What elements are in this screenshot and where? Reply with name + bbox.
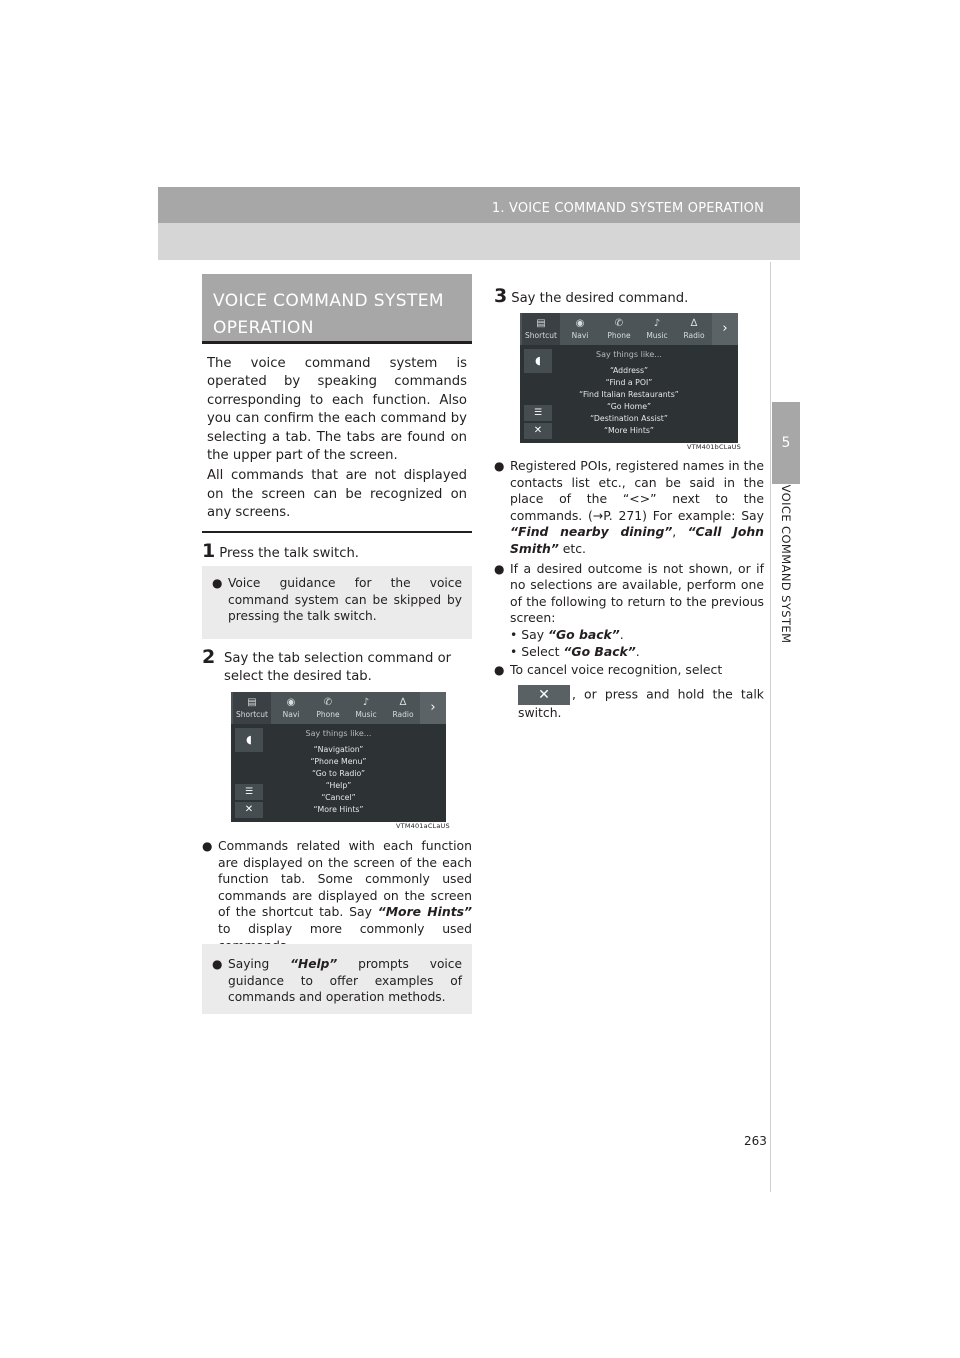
section-title-line1: VOICE COMMAND SYSTEM — [213, 291, 444, 311]
shortcut-icon: ▤ — [247, 697, 257, 708]
sub-item-say-go-back: • Say “Go back”. — [510, 626, 624, 642]
list-icon[interactable]: ☰ — [524, 405, 552, 421]
tab-phone[interactable]: ✆ Phone — [309, 692, 347, 724]
step-1 — [202, 542, 359, 563]
tab-radio[interactable]: ∆ Radio — [385, 692, 421, 724]
phone-icon: ✆ — [323, 697, 333, 708]
hint-4: “Help” — [325, 781, 352, 790]
hint-3: “Go to Radio” — [311, 769, 366, 778]
tab-music[interactable]: ♪ Music — [347, 692, 385, 724]
note-1-text: ● Voice guidance for the voice command system can be skipped by pressing the talk switch. — [212, 575, 462, 625]
step-number: 2 — [202, 646, 216, 668]
tab-shortcut[interactable]: ▤ Shortcut — [522, 313, 560, 345]
shortcut-icon: ▤ — [536, 318, 546, 329]
sub-item-select-go-back: • Select “Go Back”. — [510, 643, 640, 659]
figure-caption-1: VTM401aCLaUS — [393, 822, 453, 830]
phone-icon: ✆ — [614, 318, 624, 329]
note-box-2 — [202, 944, 472, 1014]
music-icon: ♪ — [653, 318, 661, 329]
figure-caption-2: VTM401bCLaUS — [684, 443, 744, 451]
section-title — [202, 274, 472, 342]
close-icon[interactable]: ✕ — [235, 802, 263, 818]
tab-radio[interactable]: ∆ Radio — [676, 313, 712, 345]
section-rule — [202, 341, 472, 344]
hint-5: “Cancel” — [321, 793, 356, 802]
step-number: 3 — [494, 285, 508, 307]
hint-2: “Find a POI” — [605, 378, 653, 387]
note-2-text: ● Saying “Help” prompts voice guidance to offer examples of commands and operation methods. — [212, 956, 462, 1006]
say-things-like: Say things like... — [305, 729, 372, 738]
bullet-registered-pois: ● Registered POIs, registered names in the contacts list etc., can be said in the place of the “<>” next to the commands. (→P. 271) For example: Say “Find nearby dining”, “Call John Smith” etc. — [494, 458, 764, 558]
chapter-number-tab: 5 — [772, 402, 800, 484]
navi-icon: ◉ — [575, 318, 585, 329]
hint-6: “More Hints” — [313, 805, 364, 814]
tab-shortcut[interactable]: ▤ Shortcut — [233, 692, 271, 724]
close-icon[interactable]: ✕ — [524, 423, 552, 439]
hint-3: “Find Italian Restaurants” — [579, 390, 679, 399]
step-number: 1 — [202, 540, 216, 562]
close-icon: ✕ — [518, 685, 570, 705]
step-text: Press the talk switch. — [219, 546, 360, 561]
tab-navi[interactable]: ◉ Navi — [562, 313, 598, 345]
chevron-right-icon[interactable]: › — [420, 692, 446, 724]
step-text: Say the tab selection command or select the desired tab. — [224, 651, 452, 684]
right-bullet-list — [494, 458, 764, 723]
step-3 — [494, 287, 688, 308]
section-intro — [202, 350, 472, 533]
page-number: 263 — [744, 1134, 767, 1148]
left-bullet-list — [202, 838, 472, 956]
intro-paragraph-2: All commands that are not displayed on the screen can be recognized on any screens. — [207, 468, 467, 521]
tab-navi[interactable]: ◉ Navi — [273, 692, 309, 724]
navi-icon: ◉ — [286, 697, 296, 708]
section-title-line2: OPERATION — [213, 318, 314, 338]
voice-screen-2 — [520, 313, 738, 443]
say-things-like: Say things like... — [596, 350, 662, 359]
chevron-right-icon[interactable]: › — [712, 313, 738, 345]
list-icon[interactable]: ☰ — [235, 784, 263, 800]
music-icon: ♪ — [362, 697, 370, 708]
hint-1: “Navigation” — [313, 745, 364, 754]
page-header-title: 1. VOICE COMMAND SYSTEM OPERATION — [158, 187, 800, 223]
step-text: Say the desired command. — [511, 291, 689, 306]
voice-icon[interactable]: ◖ — [524, 349, 552, 373]
bullet-commands: ● Commands related with each function are displayed on the screen of the each function tab. Some commonly used commands are displayed on the screen of the shortcut tab. Say “More Hints” to display more commonly used — [202, 838, 472, 954]
side-divider — [770, 262, 771, 1192]
step-2 — [202, 646, 472, 686]
tab-phone[interactable]: ✆ Phone — [600, 313, 638, 345]
note-box-1 — [202, 566, 472, 639]
hint-1: “Address” — [609, 366, 649, 375]
tab-music[interactable]: ♪ Music — [638, 313, 676, 345]
chapter-label: VOICE COMMAND SYSTEM — [779, 484, 793, 644]
voice-icon[interactable]: ◖ — [235, 728, 263, 752]
bullet-cancel: ● To cancel voice recognition, select ✕ , or press and hold the talk switch. — [494, 662, 764, 721]
hint-5: “Destination Assist” — [590, 414, 668, 423]
radio-icon: ∆ — [399, 697, 407, 708]
hint-2: “Phone Menu” — [310, 757, 367, 766]
voice-screen-1 — [231, 692, 446, 822]
hint-6: “More Hints” — [604, 426, 654, 435]
intro-paragraph-1: The voice command system is operated by speaking commands corresponding to each function. Also you can confirm the each command by selecting a tab. The tabs are found on the upper part of the screen. — [207, 356, 467, 464]
radio-icon: ∆ — [690, 318, 698, 329]
bullet-desired-outcome: ● If a desired outcome is not shown, or if no selections are available, perform one of the following to return to the previous screen: • Say “Go back”. • Select “Go Back”. — [494, 561, 764, 661]
hint-4: “Go Home” — [606, 402, 652, 411]
